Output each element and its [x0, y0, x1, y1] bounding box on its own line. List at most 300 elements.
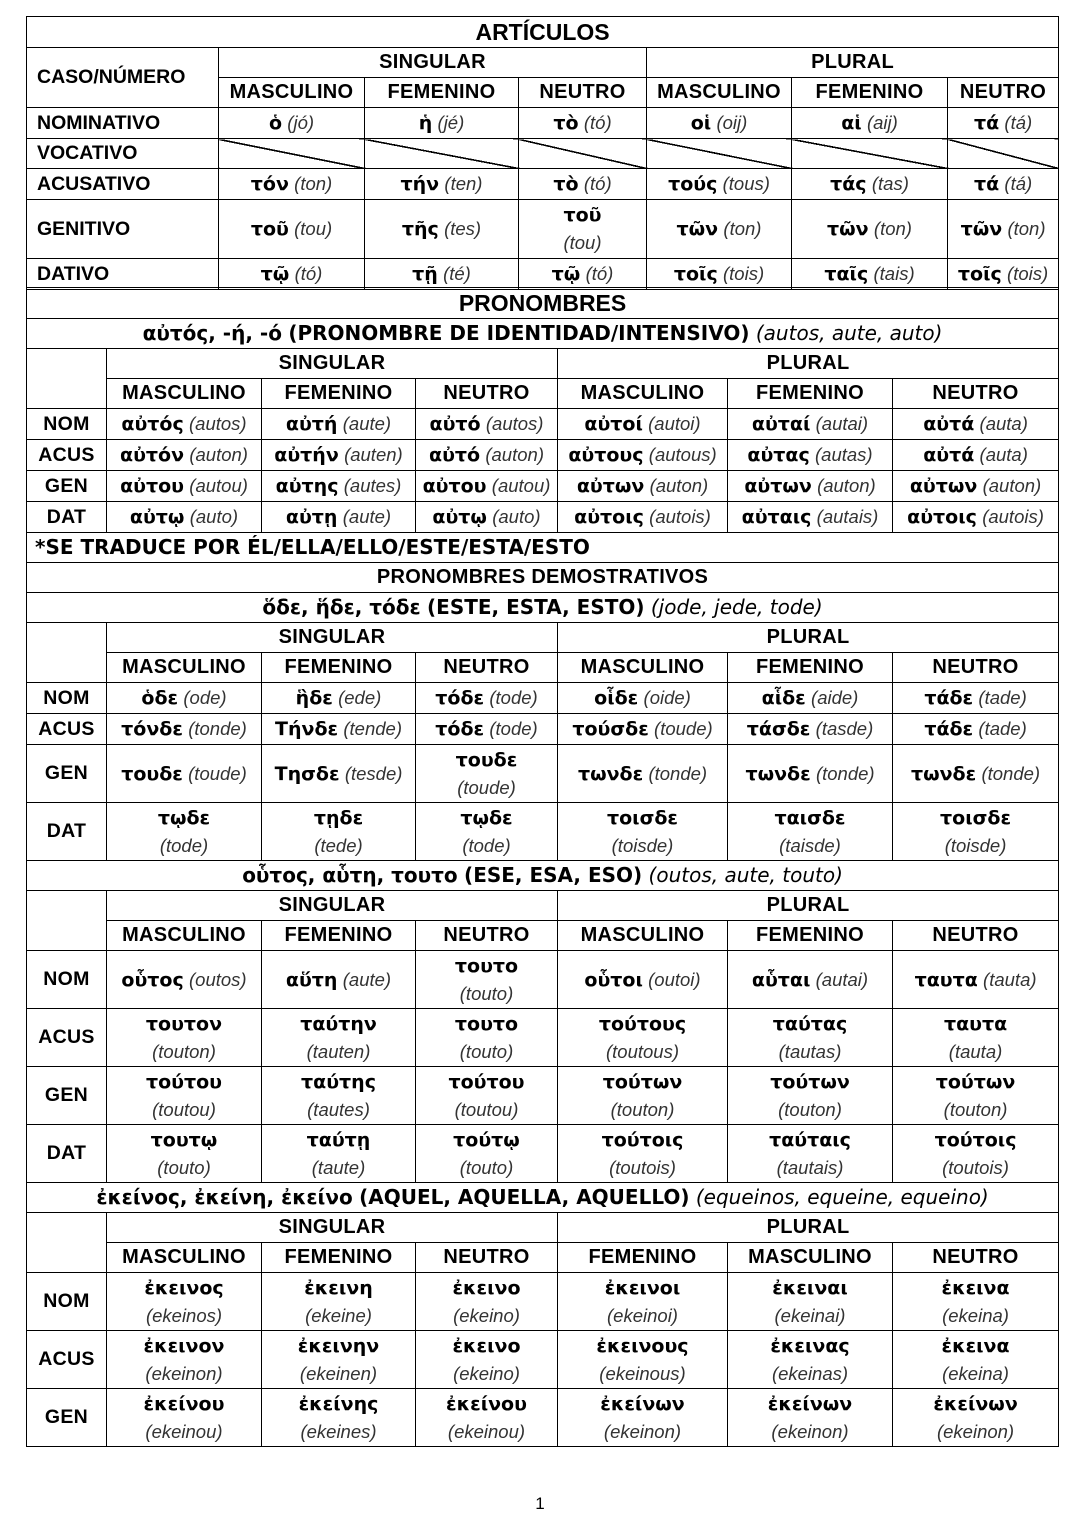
pronoun-cell: [893, 1389, 1059, 1447]
greek-form: τῆς: [401, 218, 439, 240]
case-label: NOM: [27, 683, 107, 714]
greek-form: τά: [973, 173, 1000, 195]
greek-form: ἐκεινα: [941, 1276, 1010, 1299]
case-label: NOM: [27, 1273, 107, 1331]
transliteration: (ekeinou): [447, 1420, 526, 1442]
paradigm-subtitle: [27, 1183, 1059, 1213]
pronoun-cell: [416, 1273, 558, 1331]
greek-form: ἐκεινοι: [604, 1276, 681, 1299]
plural-header: PLURAL: [558, 891, 1059, 921]
transliteration: (toude): [188, 762, 247, 784]
pronoun-cell: [416, 409, 558, 440]
gender-header: FEMENINO: [262, 653, 416, 683]
greek-form: τοῦ: [250, 218, 289, 240]
greek-form: αὐτά: [923, 413, 975, 435]
transliteration: (toisde): [611, 834, 674, 856]
pronoun-cell: [728, 683, 893, 714]
greek-form: τοῦ: [563, 204, 602, 226]
transliteration: (toutou): [152, 1098, 216, 1120]
pronoun-cell: [893, 1009, 1059, 1067]
pronoun-cell: [416, 1389, 558, 1447]
greek-form: τῶν: [827, 218, 869, 240]
gender-header: FEMENINO: [558, 1243, 728, 1273]
gender-header: NEUTRO: [893, 653, 1059, 683]
pronoun-cell: [893, 1273, 1059, 1331]
singular-header: SINGULAR: [107, 891, 558, 921]
greek-form: αὐτων: [909, 475, 978, 497]
transliteration: (auton): [189, 444, 248, 465]
transliteration: (toutois): [609, 1156, 676, 1178]
pronoun-cell: [107, 440, 262, 471]
case-label: GEN: [27, 1389, 107, 1447]
greek-form: οὗτος: [121, 968, 184, 991]
pronoun-cell: [728, 745, 893, 803]
pronoun-cell: [416, 440, 558, 471]
gender-header: NEUTRO: [416, 1243, 558, 1273]
transliteration: (tes): [444, 218, 482, 239]
pronoun-cell: [262, 502, 416, 533]
pronoun-cell: [558, 1067, 728, 1125]
transliteration: (ekeina): [942, 1362, 1009, 1384]
greek-form: τουτο: [454, 1012, 519, 1035]
transliteration: (ekeinous): [599, 1362, 686, 1384]
pronoun-cell: [728, 440, 893, 471]
empty-cell: [948, 139, 1059, 169]
transliteration: (taisde): [779, 834, 841, 856]
greek-form: τοῖς: [673, 263, 718, 285]
transliteration: (tonde): [981, 762, 1041, 784]
pronoun-cell: [262, 1067, 416, 1125]
transliteration: (ekeine): [305, 1304, 372, 1326]
article-cell: [219, 169, 365, 200]
transliteration: (toutou): [454, 1098, 519, 1120]
transliteration: (touto): [157, 1156, 211, 1178]
gender-header: MASCULINO: [107, 921, 262, 951]
pronoun-cell: [558, 1273, 728, 1331]
pronoun-cell: [558, 471, 728, 502]
greek-form: ἐκείνου: [143, 1392, 225, 1415]
article-cell: [219, 200, 365, 259]
greek-form: αὐτό: [429, 444, 481, 466]
greek-form: αὐτου: [120, 475, 184, 497]
greek-form: αὐτης: [275, 475, 339, 497]
greek-form: τουδε: [455, 748, 518, 771]
greek-form: τῷ: [551, 263, 581, 285]
pronoun-cell: [416, 1009, 558, 1067]
gender-header: NEUTRO: [893, 1243, 1059, 1273]
gender-header: FEMENINO: [365, 78, 519, 108]
greek-form: τῶν: [960, 218, 1003, 240]
greek-form: αὐτόν: [120, 444, 185, 466]
pronoun-cell: [107, 714, 262, 745]
pronoun-cell: [558, 1009, 728, 1067]
article-cell: [519, 200, 647, 259]
singular-header: SINGULAR: [107, 349, 558, 379]
pronoun-cell: [893, 803, 1059, 861]
greek-form: τάσδε: [746, 718, 811, 740]
paradigm-meaning: (ESE, ESA, ESO): [464, 863, 643, 887]
greek-form: τούτων: [602, 1070, 683, 1093]
article-cell: [792, 169, 948, 200]
case-label: ACUS: [27, 1009, 107, 1067]
transliteration: (touto): [459, 982, 514, 1004]
greek-form: ἐκείνων: [600, 1392, 685, 1415]
transliteration: (autois): [649, 506, 711, 527]
article-cell: [519, 108, 647, 139]
paradigm-meaning: (AQUEL, AQUELLA, AQUELLO): [359, 1185, 690, 1209]
pronoun-cell: [893, 440, 1059, 471]
paradigm-transliteration: (outos, aute, touto): [648, 863, 843, 887]
pronoun-cell: [107, 803, 262, 861]
pronoun-cell: [262, 1273, 416, 1331]
greek-form: τούς: [668, 173, 718, 195]
pronoun-cell: [262, 951, 416, 1009]
greek-form: οἱ: [690, 112, 712, 134]
greek-form: ἐκεινας: [770, 1334, 850, 1357]
pronoun-cell: [728, 502, 893, 533]
transliteration: (ekeinen): [299, 1362, 378, 1384]
greek-form: τούτου: [145, 1070, 223, 1093]
paradigm-transliteration: (equeinos, equeine, equeino): [695, 1185, 989, 1209]
greek-form: ταύτῃ: [306, 1128, 371, 1151]
greek-form: ταύτην: [300, 1012, 377, 1035]
page-number: 1: [535, 1494, 545, 1513]
greek-form: αὐταις: [741, 506, 812, 528]
pronouns-title: PRONOMBRES: [27, 288, 1059, 319]
greek-form: ταυτα: [943, 1012, 1008, 1035]
greek-form: αὐτήν: [274, 444, 339, 466]
greek-form: τουτον: [145, 1012, 223, 1035]
article-cell: [365, 169, 519, 200]
greek-form: τόδε: [435, 718, 485, 740]
transliteration: (taute): [311, 1156, 366, 1178]
transliteration: (tonde): [648, 762, 708, 784]
pronouns-table: [26, 287, 1059, 1447]
pronoun-cell: [107, 1273, 262, 1331]
pronoun-cell: [416, 714, 558, 745]
greek-form: ἐκεινους: [596, 1334, 689, 1357]
pronoun-cell: [728, 1389, 893, 1447]
greek-form: αὐτῳ: [432, 506, 487, 528]
transliteration: (tó): [583, 173, 612, 194]
empty-cell: [519, 139, 647, 169]
article-cell: [792, 259, 948, 290]
pronoun-cell: [416, 502, 558, 533]
greek-form: ἐκεινο: [452, 1334, 521, 1357]
pronoun-cell: [558, 951, 728, 1009]
greek-form: αὐτους: [568, 444, 644, 466]
transliteration: (autoi): [648, 413, 701, 434]
pronoun-cell: [416, 1125, 558, 1183]
transliteration: (ekeinon): [145, 1362, 223, 1384]
plural-header: PLURAL: [558, 623, 1059, 653]
corner-cell: [27, 891, 107, 951]
greek-form: οἷδε: [594, 687, 639, 709]
pronoun-cell: [107, 1331, 262, 1389]
transliteration: (autou): [189, 475, 248, 496]
case-label: NOM: [27, 951, 107, 1009]
greek-form: αὐτό: [429, 413, 481, 435]
transliteration: (oij): [716, 112, 748, 133]
greek-form: αἱ: [841, 112, 862, 134]
transliteration: (autais): [816, 506, 879, 527]
paradigm-subtitle: [27, 593, 1059, 623]
transliteration: (tas): [871, 173, 909, 194]
greek-form: τούτου: [448, 1070, 525, 1093]
gender-header: NEUTRO: [416, 653, 558, 683]
gender-header: FEMENINO: [728, 379, 893, 409]
greek-form: αὐτοις: [907, 506, 977, 528]
paradigm-meaning: (ESTE, ESTA, ESTO): [427, 595, 645, 619]
pronoun-cell: [893, 1067, 1059, 1125]
case-label: DATIVO: [27, 259, 219, 290]
pronoun-cell: [262, 409, 416, 440]
greek-form: ταισδε: [774, 806, 846, 829]
pronoun-cell: [558, 803, 728, 861]
greek-form: τούσδε: [572, 718, 649, 740]
transliteration: (autou): [491, 475, 551, 496]
pronoun-cell: [107, 683, 262, 714]
transliteration: (tó): [585, 263, 614, 284]
greek-form: ἐκεινην: [297, 1334, 380, 1357]
transliteration: (ekeinon): [603, 1420, 682, 1442]
pronoun-cell: [728, 1331, 893, 1389]
transliteration: (tais): [873, 263, 915, 284]
greek-form: τάς: [830, 173, 867, 195]
greek-form: τούτων: [770, 1070, 850, 1093]
gender-header: FEMENINO: [792, 78, 948, 108]
greek-form: αὐτοί: [584, 413, 643, 435]
transliteration: (tá): [1004, 112, 1033, 133]
gender-header: MASCULINO: [558, 921, 728, 951]
transliteration: (tende): [343, 718, 402, 739]
pronoun-cell: [107, 471, 262, 502]
article-cell: [792, 200, 948, 259]
greek-form: αὐτή: [285, 413, 338, 435]
transliteration: (outoi): [648, 968, 701, 990]
transliteration: (auta): [979, 444, 1028, 465]
gender-header: NEUTRO: [416, 379, 558, 409]
case-label: ACUS: [27, 440, 107, 471]
paradigm-transliteration: (jode, jede, tode): [650, 595, 823, 619]
pronoun-cell: [893, 714, 1059, 745]
pronoun-cell: [728, 1125, 893, 1183]
empty-cell: [792, 139, 948, 169]
gender-header: NEUTRO: [893, 379, 1059, 409]
pronoun-cell: [728, 1273, 893, 1331]
pronoun-cell: [728, 409, 893, 440]
greek-form: ἐκεινος: [144, 1276, 224, 1299]
greek-form: αὐτῳ: [129, 506, 185, 528]
transliteration: (ede): [338, 687, 382, 708]
pronoun-cell: [262, 803, 416, 861]
transliteration: (tou): [294, 218, 333, 239]
greek-form: τωνδε: [910, 762, 977, 785]
article-cell: [519, 169, 647, 200]
corner-cell: [27, 623, 107, 683]
gender-header: NEUTRO: [948, 78, 1059, 108]
paradigm-transliteration: (autos, aute, auto): [755, 321, 943, 345]
pronoun-cell: [262, 745, 416, 803]
transliteration: (jó): [287, 112, 315, 133]
case-label: NOMINATIVO: [27, 108, 219, 139]
pronoun-cell: [107, 409, 262, 440]
case-number-label: CASO/NÚMERO: [27, 48, 219, 108]
gender-header: FEMENINO: [262, 379, 416, 409]
transliteration: (toisde): [944, 834, 1007, 856]
pronoun-cell: [107, 502, 262, 533]
greek-form: τοισδε: [940, 806, 1012, 829]
greek-form: ταυτα: [914, 968, 978, 991]
plural-header: PLURAL: [558, 1213, 1059, 1243]
greek-form: Τησδε: [274, 762, 340, 785]
case-label: NOM: [27, 409, 107, 440]
plural-header: PLURAL: [647, 48, 1059, 78]
singular-header: SINGULAR: [107, 1213, 558, 1243]
transliteration: (ton): [294, 173, 333, 194]
article-cell: [948, 108, 1059, 139]
pronoun-cell: [416, 1331, 558, 1389]
corner-cell: [27, 349, 107, 409]
transliteration: (autos): [189, 413, 247, 434]
greek-form: τὸ: [553, 112, 579, 134]
greek-form: αἷδε: [761, 687, 806, 709]
case-label: ACUS: [27, 1331, 107, 1389]
greek-form: αὕτη: [285, 968, 338, 991]
article-cell: [948, 259, 1059, 290]
transliteration: (tade): [978, 687, 1027, 708]
paradigm-lemma: ὅδε, ἥδε, τόδε: [262, 595, 421, 619]
transliteration: (aute): [342, 413, 392, 434]
greek-form: ἐκείνων: [933, 1392, 1018, 1415]
greek-form: τῳδε: [460, 806, 513, 829]
articles-title: ARTÍCULOS: [27, 17, 1059, 48]
paradigm-lemma: ἐκείνος, ἐκείνη, ἐκείνο: [96, 1185, 353, 1209]
pronoun-cell: [893, 409, 1059, 440]
paradigm-subtitle: [27, 319, 1059, 349]
paradigm-subtitle: [27, 861, 1059, 891]
transliteration: (ekeinoi): [607, 1304, 678, 1326]
article-cell: [792, 108, 948, 139]
greek-form: τῃδε: [313, 806, 364, 829]
transliteration: (touto): [459, 1040, 514, 1062]
transliteration: (auton): [817, 475, 876, 496]
transliteration: (touton): [943, 1098, 1008, 1120]
pronoun-cell: [416, 471, 558, 502]
transliteration: (auton): [982, 475, 1042, 496]
greek-form: τωνδε: [577, 762, 644, 785]
greek-form: ἐκειναι: [772, 1276, 848, 1299]
transliteration: (tauten): [306, 1040, 371, 1062]
greek-form: τούτους: [598, 1012, 687, 1035]
greek-form: ταύτης: [301, 1070, 376, 1093]
greek-form: τάδε: [924, 718, 974, 740]
article-cell: [219, 108, 365, 139]
greek-form: αὐτῃ: [285, 506, 338, 528]
plural-header: PLURAL: [558, 349, 1059, 379]
transliteration: (ekeino): [453, 1304, 520, 1326]
transliteration: (ton): [1007, 218, 1046, 239]
transliteration: (tous): [722, 173, 770, 194]
article-cell: [948, 169, 1059, 200]
pronoun-cell: [558, 440, 728, 471]
greek-form: τοῖς: [957, 263, 1002, 285]
transliteration: (autous): [648, 444, 717, 465]
pronoun-cell: [893, 951, 1059, 1009]
transliteration: (tonde): [815, 762, 875, 784]
greek-form: ὁ: [268, 112, 283, 134]
gender-header: MASCULINO: [558, 379, 728, 409]
case-label: DAT: [27, 1125, 107, 1183]
pronoun-cell: [107, 951, 262, 1009]
transliteration: (tesde): [344, 762, 403, 784]
pronoun-cell: [728, 1067, 893, 1125]
pronoun-cell: [558, 1125, 728, 1183]
transliteration: (touton): [152, 1040, 216, 1062]
paradigm-meaning: (PRONOMBRE DE IDENTIDAD/INTENSIVO): [288, 321, 750, 345]
gender-header: MASCULINO: [647, 78, 792, 108]
gender-header: MASCULINO: [107, 379, 262, 409]
greek-form: ἐκεινον: [143, 1334, 225, 1357]
transliteration: (auten): [344, 444, 403, 465]
transliteration: (ekeinon): [936, 1420, 1015, 1442]
pronoun-cell: [262, 714, 416, 745]
article-cell: [948, 200, 1059, 259]
greek-form: αὐτας: [747, 444, 810, 466]
transliteration: (tautes): [307, 1098, 370, 1120]
transliteration: (tonde): [188, 718, 247, 739]
case-label: DAT: [27, 803, 107, 861]
transliteration: (tautais): [776, 1156, 844, 1178]
transliteration: (aute): [342, 506, 392, 527]
pronoun-cell: [416, 951, 558, 1009]
greek-form: ταύταις: [769, 1128, 851, 1151]
pronoun-cell: [416, 1067, 558, 1125]
articles-table: [26, 16, 1059, 290]
gender-header: MASCULINO: [107, 1243, 262, 1273]
empty-cell: [219, 139, 365, 169]
article-cell: [365, 200, 519, 259]
greek-form: τῇ: [412, 263, 438, 285]
greek-form: ἐκείνου: [446, 1392, 527, 1415]
article-cell: [647, 169, 792, 200]
transliteration: (oide): [643, 687, 691, 708]
pronoun-cell: [558, 745, 728, 803]
pronoun-cell: [728, 471, 893, 502]
greek-form: τάδε: [924, 687, 974, 709]
pronoun-cell: [893, 502, 1059, 533]
greek-form: τούτων: [935, 1070, 1016, 1093]
transliteration: (touton): [778, 1098, 842, 1120]
transliteration: (tasde): [815, 718, 874, 739]
transliteration: (tó): [294, 263, 323, 284]
pronoun-cell: [262, 471, 416, 502]
gender-header: FEMENINO: [262, 1243, 416, 1273]
greek-form: τῷ: [260, 263, 290, 285]
transliteration: (toude): [654, 718, 713, 739]
greek-form: τοισδε: [606, 806, 678, 829]
transliteration: (auton): [485, 444, 544, 465]
transliteration: (tode): [489, 718, 538, 739]
article-cell: [647, 108, 792, 139]
transliteration: (ton): [723, 218, 762, 239]
case-label: GENITIVO: [27, 200, 219, 259]
case-label: GEN: [27, 1067, 107, 1125]
pronoun-cell: [558, 683, 728, 714]
pronoun-cell: [262, 1009, 416, 1067]
pronoun-cell: [262, 683, 416, 714]
greek-form: αὐτου: [422, 475, 487, 497]
